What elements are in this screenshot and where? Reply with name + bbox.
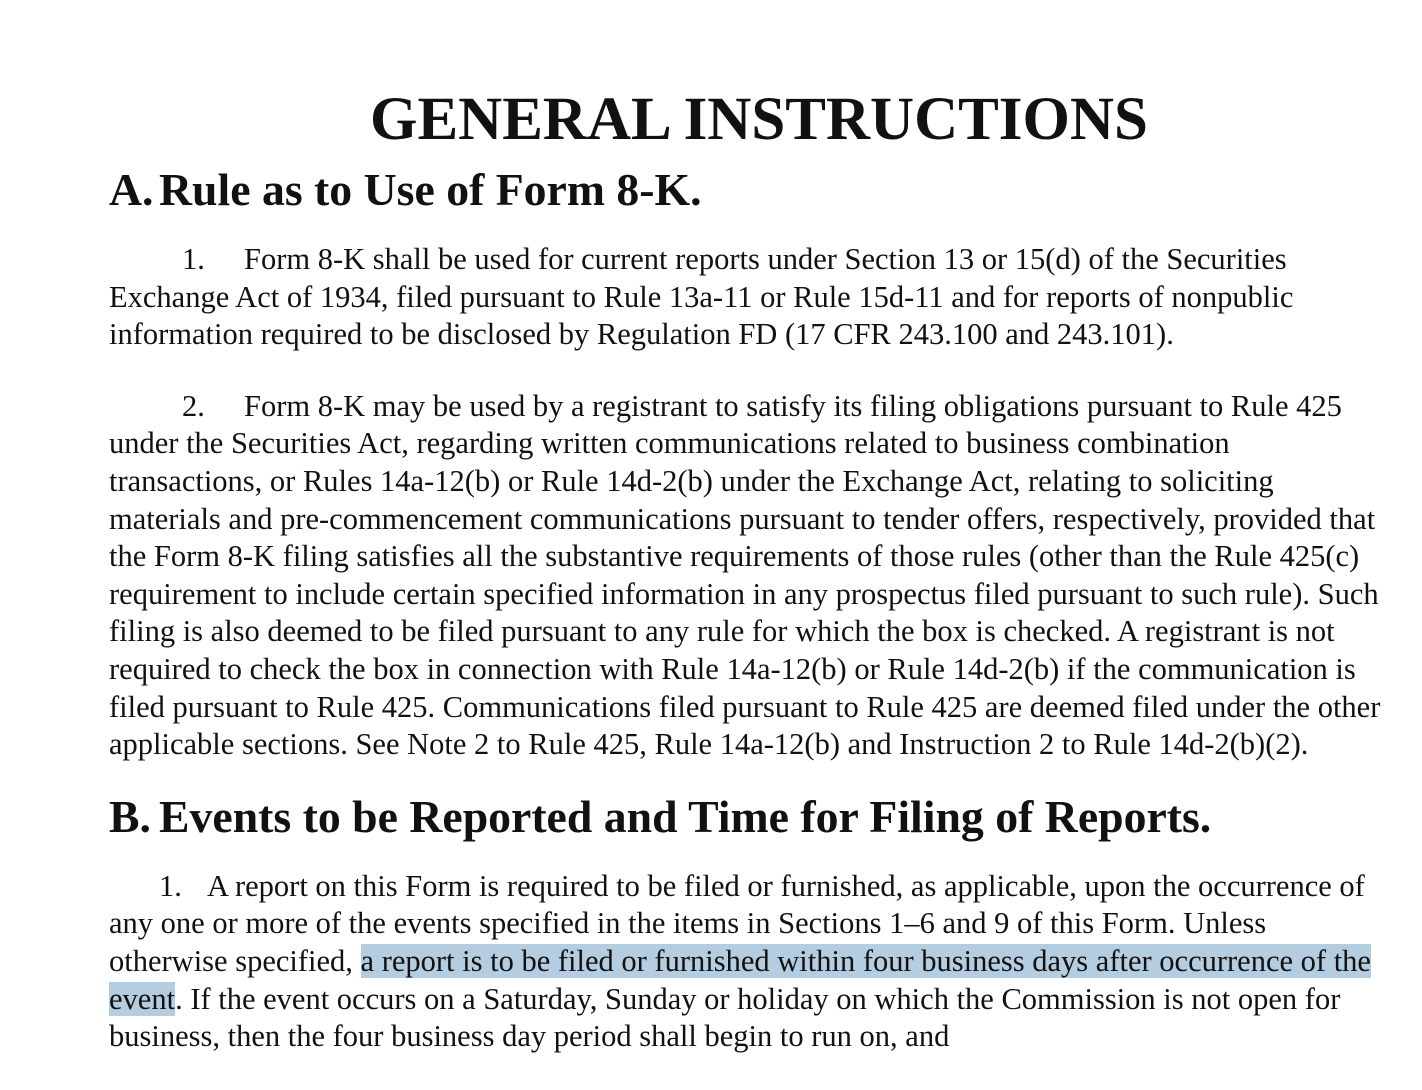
document-page (109, 86, 1389, 1056)
paragraph-text-a1: Form 8-K shall be used for current reports under Section 13 or 15(d) of the Securities Exchange Act of 1934, filed pursuant to Rule 13a-11 or Rule 15d-11 and for reports of nonpublic information required to be disclosed by Regulation FD (17 CFR 243.100 and 243.101). (109, 242, 1294, 352)
document-title: GENERAL INSTRUCTIONS (370, 86, 1148, 153)
paragraph-a2 (109, 388, 1389, 764)
paragraph-b1 (109, 868, 1389, 1056)
paragraph-a1 (109, 241, 1389, 354)
paragraph-text-b1-after: . If the event occurs on a Saturday, Sunday or holiday on which the Commission is not open for business, then the four business day period shall begin to run on, and (109, 981, 1341, 1054)
paragraph-number-a1: 1. (182, 242, 205, 276)
section-heading-a (109, 164, 1389, 215)
paragraph-number-a2: 2. (182, 388, 205, 423)
paragraph-text-b1-before: A report on this Form is required to be filed or furnished, as applicable, upon the occurrence of any one or more of the events specified in the items in Sections 1–6 and 9 of this Form. Unless otherwise specified, (109, 868, 1365, 978)
highlighted-text[interactable]: a report is to be filed or furnished within four business days after occurrence of the event (109, 943, 1371, 1016)
section-letter-a: A. (109, 164, 154, 215)
section-title-a: Rule as to Use of Form 8-K. (159, 164, 702, 215)
paragraph-number-b1: 1. (159, 868, 182, 903)
section-title-b: Events to be Reported and Time for Filing of Reports. (159, 790, 1212, 842)
paragraph-text-a2: Form 8-K may be used by a registrant to satisfy its filing obligations pursuant to Rule 425 under the Securities Act, regarding written communications related to business combination transactions, or Rules 14a-12(b) or Rule 14d-2(b) under the Exchange Act, relating to soliciting materials and pre-commencement communications pursuant to tender offers, respectively, provided that the Form 8-K filing satisfies all the substantive requirements of those rules (other than the Rule 425(c) requirement to include certain specified information in any prospectus filed pursuant to such rule). Such filing is also deemed to be filed pursuant to any rule for which the box is checked. A registrant is not required to check the box in connection with Rule 14a-12(b) or Rule 14d-2(b) if the communication is filed pursuant to Rule 425. Communications filed pursuant to Rule 425 are deemed filed under the other applicable sections. See Note 2 to Rule 425, Rule 14a-12(b) and Instruction 2 to Rule 14d-2(b)(2). (109, 388, 1381, 762)
section-letter-b: B. (109, 790, 151, 842)
section-heading-b (109, 790, 1389, 842)
